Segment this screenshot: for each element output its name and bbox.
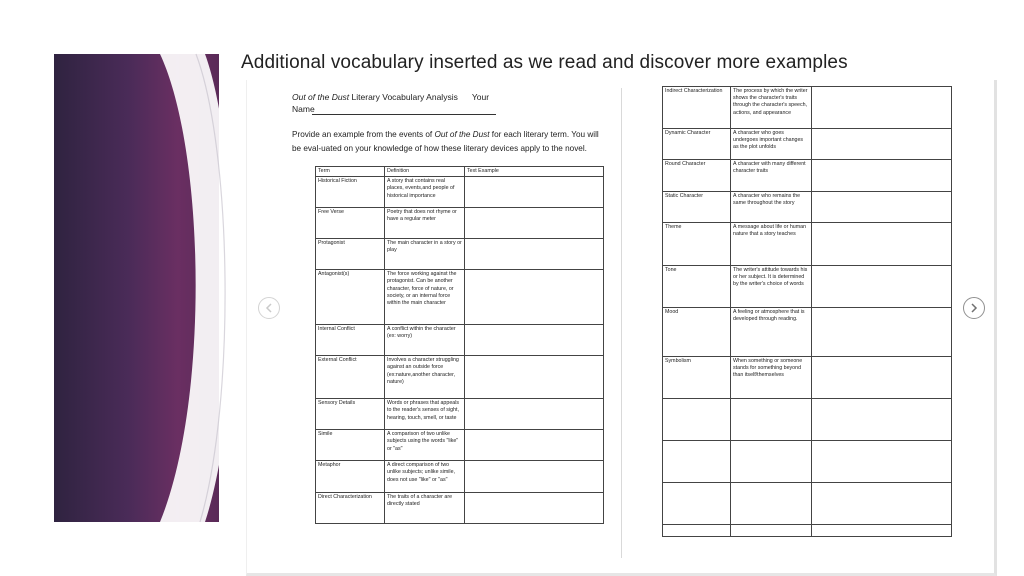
previous-page-button[interactable] — [258, 297, 280, 319]
table-row — [663, 160, 952, 192]
cell-term: Indirect Characterization — [663, 87, 731, 129]
cell-example[interactable] — [465, 356, 604, 399]
cell-definition — [731, 525, 812, 537]
name-blank-line — [312, 114, 496, 115]
cell-term: Theme — [663, 223, 731, 266]
cell-definition: Poetry that does not rhyme or have a regular meter — [385, 208, 465, 239]
table-row — [663, 525, 952, 537]
cell-term: Historical Fiction — [316, 177, 385, 208]
table-row — [316, 270, 604, 325]
cell-definition: A character with many different character traits — [731, 160, 812, 192]
cell-term: Symbolism — [663, 357, 731, 399]
cell-term: Protagonist — [316, 239, 385, 270]
cell-definition — [731, 399, 812, 441]
instructions-text-end: for each literary term. You will be eval-uated on your knowledge of how these literary devices apply to the novel. — [292, 130, 599, 153]
page-divider — [621, 88, 622, 558]
cell-example[interactable] — [812, 87, 952, 129]
table-row — [316, 399, 604, 430]
cell-term: External Conflict — [316, 356, 385, 399]
cell-term: Direct Characterization — [316, 493, 385, 524]
cell-definition: The process by which the writer shows the character's traits through the character's speech, actions, and appearance — [731, 87, 812, 129]
cell-example[interactable] — [465, 430, 604, 461]
worksheet-book-title: Out of the Dust — [292, 92, 350, 102]
table-row — [663, 192, 952, 223]
cell-example[interactable] — [812, 266, 952, 308]
cell-example[interactable] — [812, 483, 952, 525]
cell-term — [663, 441, 731, 483]
cell-term: Tone — [663, 266, 731, 308]
decorative-arc-shape — [0, 0, 260, 576]
cell-definition: When something or someone stands for something beyond than itself/themselves — [731, 357, 812, 399]
cell-definition: A message about life or human nature that a story teaches — [731, 223, 812, 266]
cell-term — [663, 399, 731, 441]
cell-definition — [731, 483, 812, 525]
column-header: Text Example — [465, 167, 604, 177]
cell-definition: The writer's attitude towards his or her subject. It is determined by the writer's choice of words — [731, 266, 812, 308]
cell-example[interactable] — [812, 160, 952, 192]
cell-definition: A direct comparison of two unlike subjects; unlike simile, does not use "like" or "as" — [385, 461, 465, 493]
cell-example[interactable] — [465, 208, 604, 239]
cell-example[interactable] — [465, 461, 604, 493]
instructions-book-title: Out of the Dust — [434, 130, 490, 139]
cell-term: Static Character — [663, 192, 731, 223]
table-row — [663, 441, 952, 483]
table-row — [663, 357, 952, 399]
table-row — [316, 356, 604, 399]
table-header-row — [316, 167, 604, 177]
cell-example[interactable] — [812, 308, 952, 357]
cell-example[interactable] — [465, 493, 604, 524]
table-row — [663, 266, 952, 308]
cell-term: Free Verse — [316, 208, 385, 239]
cell-definition: A feeling or atmosphere that is developed through reading. — [731, 308, 812, 357]
cell-definition: A character who goes undergoes important changes as the plot unfolds — [731, 129, 812, 160]
table-row — [316, 430, 604, 461]
cell-example[interactable] — [812, 441, 952, 483]
cell-definition: A story that contains real places, events,and people of historical importance — [385, 177, 465, 208]
cell-definition: Involves a character struggling against an outside force (ex:nature,another character, nature) — [385, 356, 465, 399]
table-row — [316, 325, 604, 356]
cell-example[interactable] — [812, 223, 952, 266]
cell-example[interactable] — [465, 177, 604, 208]
slide-title: Additional vocabulary inserted as we read and discover more examples — [241, 52, 848, 73]
chevron-left-icon — [265, 303, 273, 313]
table-row — [663, 87, 952, 129]
cell-example[interactable] — [465, 239, 604, 270]
cell-definition: The force working against the protagonist. Can be another character, force of nature, or society, or an internal force within the main character — [385, 270, 465, 325]
cell-term: Metaphor — [316, 461, 385, 493]
cell-term: Round Character — [663, 160, 731, 192]
cell-definition: The main character in a story or play — [385, 239, 465, 270]
cell-definition: A character who remains the same throughout the story — [731, 192, 812, 223]
worksheet-instructions — [292, 128, 610, 156]
cell-term: Mood — [663, 308, 731, 357]
cell-term: Simile — [316, 430, 385, 461]
table-row — [663, 223, 952, 266]
column-header: Term — [316, 167, 385, 177]
cell-example[interactable] — [812, 525, 952, 537]
cell-definition: The traits of a character are directly stated — [385, 493, 465, 524]
cell-term: Antagonist(s) — [316, 270, 385, 325]
cell-term — [663, 525, 731, 537]
table-row — [316, 239, 604, 270]
cell-example[interactable] — [465, 270, 604, 325]
cell-definition: Words or phrases that appeals to the reader's senses of sight, hearing, touch, smell, or taste — [385, 399, 465, 430]
table-row — [316, 493, 604, 524]
cell-definition — [731, 441, 812, 483]
cell-term: Internal Conflict — [316, 325, 385, 356]
chevron-right-icon — [970, 303, 978, 313]
table-row — [663, 308, 952, 357]
table-row — [663, 399, 952, 441]
table-row — [663, 129, 952, 160]
table-row — [316, 208, 604, 239]
worksheet-heading — [292, 90, 489, 104]
cell-example[interactable] — [812, 192, 952, 223]
cell-term: Dynamic Character — [663, 129, 731, 160]
vocabulary-table-right — [662, 86, 952, 537]
table-row — [316, 177, 604, 208]
name-label: Name — [292, 104, 315, 114]
cell-definition: A conflict within the character (ex: worry) — [385, 325, 465, 356]
table-row — [316, 461, 604, 493]
cell-definition: A comparison of two unlike subjects using the words "like" or "as" — [385, 430, 465, 461]
column-header: Definition — [385, 167, 465, 177]
cell-example[interactable] — [812, 357, 952, 399]
cell-example[interactable] — [465, 325, 604, 356]
cell-example[interactable] — [812, 399, 952, 441]
cell-example[interactable] — [465, 399, 604, 430]
cell-term: Sensory Details — [316, 399, 385, 430]
worksheet-heading-text: Literary Vocabulary Analysis Your — [349, 92, 490, 102]
table-row — [663, 483, 952, 525]
cell-term — [663, 483, 731, 525]
vocabulary-table-left — [315, 166, 604, 524]
next-page-button[interactable] — [963, 297, 985, 319]
cell-example[interactable] — [812, 129, 952, 160]
instructions-text-start: Provide an example from the events of — [292, 130, 435, 139]
